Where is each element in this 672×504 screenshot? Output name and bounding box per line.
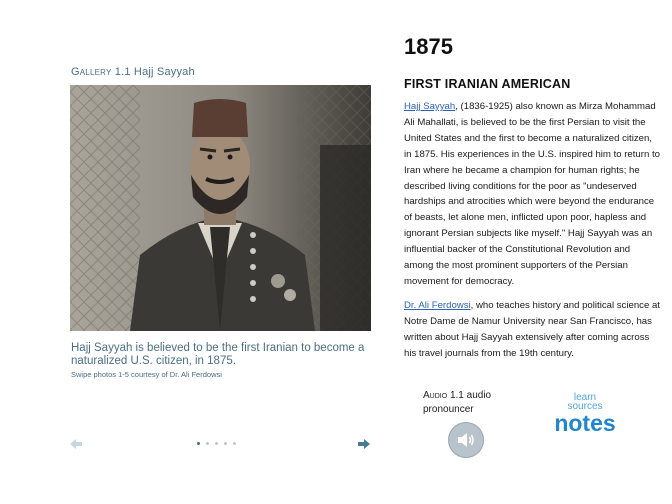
ali-ferdowsi-link[interactable]: Dr. Ali Ferdowsi xyxy=(404,300,471,311)
gallery-caption: Hajj Sayyah is believed to be the first Iranian to become a naturalized U.S. citizen, in 1875. xyxy=(71,342,365,367)
page-dot[interactable] xyxy=(206,442,209,445)
article-paragraph xyxy=(404,298,660,362)
gallery-label-prefix: Gallery 1.1 xyxy=(71,66,131,78)
gallery-photo[interactable] xyxy=(70,85,371,331)
brand-line2: sources xyxy=(567,401,603,412)
article-paragraph xyxy=(404,99,660,290)
page-dot[interactable] xyxy=(215,442,218,445)
paragraph-text: , (1836-1925) also known as Mirza Mohammad Ali Mahallati, is believed to be the first Persian to visit the United States and the first to become a naturalized citizen, in 1875. His experiences in the U.S. inspired him to return to Iran where he became a champion for human rights; he described living conditions for the poor as "undeserved hardships and atrocities which were beyond the endurance of beasts, let alone men, inflicted upon poor, hapless and ignorant Persian subjects like myself." Hajj Sayyah was an influential backer of the Constitutional Revolution and among the most prominent supporters of the Persian movement for democracy. xyxy=(404,101,660,287)
portrait-image xyxy=(70,85,371,331)
audio-label-rest: audio xyxy=(463,390,492,401)
arrow-right-icon xyxy=(357,437,371,451)
audio-label-prefix: Audio 1.1 xyxy=(423,390,464,401)
audio-label-line2: pronouncer xyxy=(423,404,474,415)
prev-photo-button[interactable] xyxy=(69,437,83,451)
photo-credit: Swipe photos 1-5 courtesy of Dr. Ali Ferdowsi xyxy=(71,370,222,379)
brand-line1: learn xyxy=(573,392,597,403)
speaker-icon xyxy=(455,429,477,451)
learn-sources-notes-logo[interactable] xyxy=(545,393,625,435)
audio-label xyxy=(423,389,491,417)
page-indicator[interactable] xyxy=(197,442,236,445)
arrow-left-icon xyxy=(69,437,83,451)
audio-play-button[interactable] xyxy=(448,422,484,458)
next-photo-button[interactable] xyxy=(357,437,371,451)
page-dot[interactable] xyxy=(197,442,200,445)
page-dot[interactable] xyxy=(224,442,227,445)
gallery-label-title: Hajj Sayyah xyxy=(133,66,195,78)
year-title: 1875 xyxy=(404,34,453,59)
brand-line3: notes xyxy=(554,410,616,436)
gallery-label xyxy=(71,66,195,78)
paragraph-text: , who teaches history and political science at Notre Dame de Namur University near San Francisco, has written about Hajj Sayyah extensively after coming across his travel journals from the 19th century. xyxy=(404,300,660,359)
article-heading: FIRST IRANIAN AMERICAN xyxy=(404,77,571,91)
hajj-sayyah-link[interactable]: Hajj Sayyah xyxy=(404,101,456,112)
page-dot[interactable] xyxy=(233,442,236,445)
